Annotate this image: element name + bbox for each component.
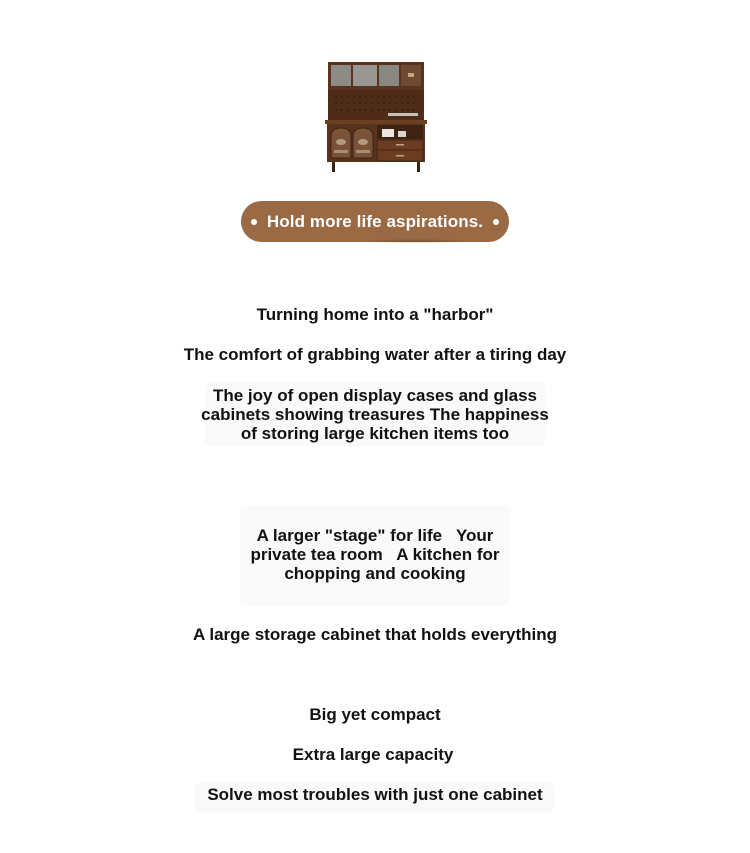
line-capacity: Extra large capacity	[292, 745, 454, 764]
bullet-dot-icon	[493, 219, 499, 225]
line-comfort: The comfort of grabbing water after a tiring day	[183, 345, 567, 364]
slogan-banner	[241, 201, 509, 245]
line-joy: The joy of open display cases and glass cabinets showing treasures The happiness of storing large kitchen items too	[201, 386, 549, 443]
cabinet-product-image	[322, 58, 430, 174]
line-big: Big yet compact	[309, 705, 441, 724]
slogan-text: Hold more life aspirations.	[266, 211, 484, 231]
line-stage: A larger "stage" for life Your private tea room A kitchen for chopping and cooking	[250, 526, 505, 583]
line-storage: A large storage cabinet that holds everything	[192, 625, 557, 644]
slogan-pill	[241, 201, 509, 242]
line-solve: Solve most troubles with just one cabinet	[207, 785, 543, 804]
banner-shadow	[361, 239, 471, 243]
bullet-dot-icon	[251, 219, 257, 225]
line-harbor: Turning home into a "harbor"	[256, 305, 494, 324]
